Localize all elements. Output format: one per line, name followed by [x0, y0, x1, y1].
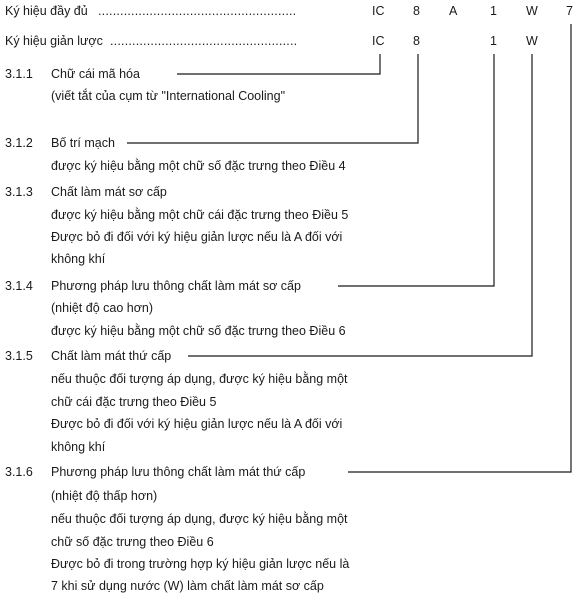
section-line: (viết tắt của cụm từ "International Cooling": [51, 89, 286, 103]
full-code-secondary-method: 7: [566, 4, 573, 18]
short-code-primary-method: 1: [490, 34, 497, 48]
section-line: nếu thuộc đối tượng áp dụng, được ký hiệu bằng một: [51, 372, 348, 386]
connector-3-1-1: [177, 54, 380, 74]
section-line: được ký hiệu bằng một chữ số đặc trưng theo Điều 4: [51, 159, 346, 173]
short-designation-label: Ký hiệu giản lược: [5, 34, 103, 48]
section-title: Phương pháp lưu thông chất làm mát thứ cấp: [51, 465, 306, 479]
short-code-circuit: 8: [413, 34, 420, 48]
section-title: Chất làm mát sơ cấp: [51, 185, 167, 199]
full-designation-label: Ký hiệu đầy đủ: [5, 4, 88, 18]
section-title: Bố trí mạch: [51, 136, 115, 150]
section-title: Chất làm mát thứ cấp: [51, 349, 172, 363]
section-number: 3.1.2: [5, 136, 33, 150]
full-designation-dots: ......................................................: [98, 4, 297, 18]
section-line: không khí: [51, 252, 106, 266]
section-number: 3.1.3: [5, 185, 33, 199]
section-line: Được bỏ đi đối với ký hiệu giản lược nếu là A đối với: [51, 230, 343, 244]
connector-3-1-4: [338, 54, 494, 286]
connector-3-1-6: [348, 24, 571, 472]
full-code-primary-method: 1: [490, 4, 497, 18]
section-number: 3.1.4: [5, 279, 33, 293]
section-line: (nhiệt độ thấp hơn): [51, 489, 158, 503]
section-line: nếu thuộc đối tượng áp dụng, được ký hiệu bằng một: [51, 512, 348, 526]
section-line: 7 khi sử dụng nước (W) làm chất làm mát sơ cấp: [51, 579, 324, 593]
full-code-circuit: 8: [413, 4, 420, 18]
section-line: (nhiệt độ cao hơn): [51, 301, 154, 315]
full-code-primary-coolant: A: [449, 4, 458, 18]
section-number: 3.1.6: [5, 465, 33, 479]
section-number: 3.1.1: [5, 67, 33, 81]
section-line: Được bỏ đi trong trường hợp ký hiệu giản lược nếu là: [51, 557, 350, 571]
section-line: được ký hiệu bằng một chữ số đặc trưng theo Điều 6: [51, 324, 346, 338]
section-line: chữ số đặc trưng theo Điều 6: [51, 535, 214, 549]
section-number: 3.1.5: [5, 349, 33, 363]
section-title: Phương pháp lưu thông chất làm mát sơ cấp: [51, 279, 301, 293]
full-code-ic: IC: [372, 4, 385, 18]
section-line: chữ cái đặc trưng theo Điều 5: [51, 395, 217, 409]
section-line: không khí: [51, 440, 106, 454]
short-code-secondary-coolant: W: [526, 34, 538, 48]
section-title: Chữ cái mã hóa: [51, 67, 140, 81]
section-line: được ký hiệu bằng một chữ cái đặc trưng theo Điều 5: [51, 208, 349, 222]
full-code-secondary-coolant: W: [526, 4, 538, 18]
section-line: Được bỏ đi đối với ký hiệu giản lược nếu là A đối với: [51, 417, 343, 431]
short-code-ic: IC: [372, 34, 385, 48]
short-designation-dots: ...................................................: [110, 34, 298, 48]
